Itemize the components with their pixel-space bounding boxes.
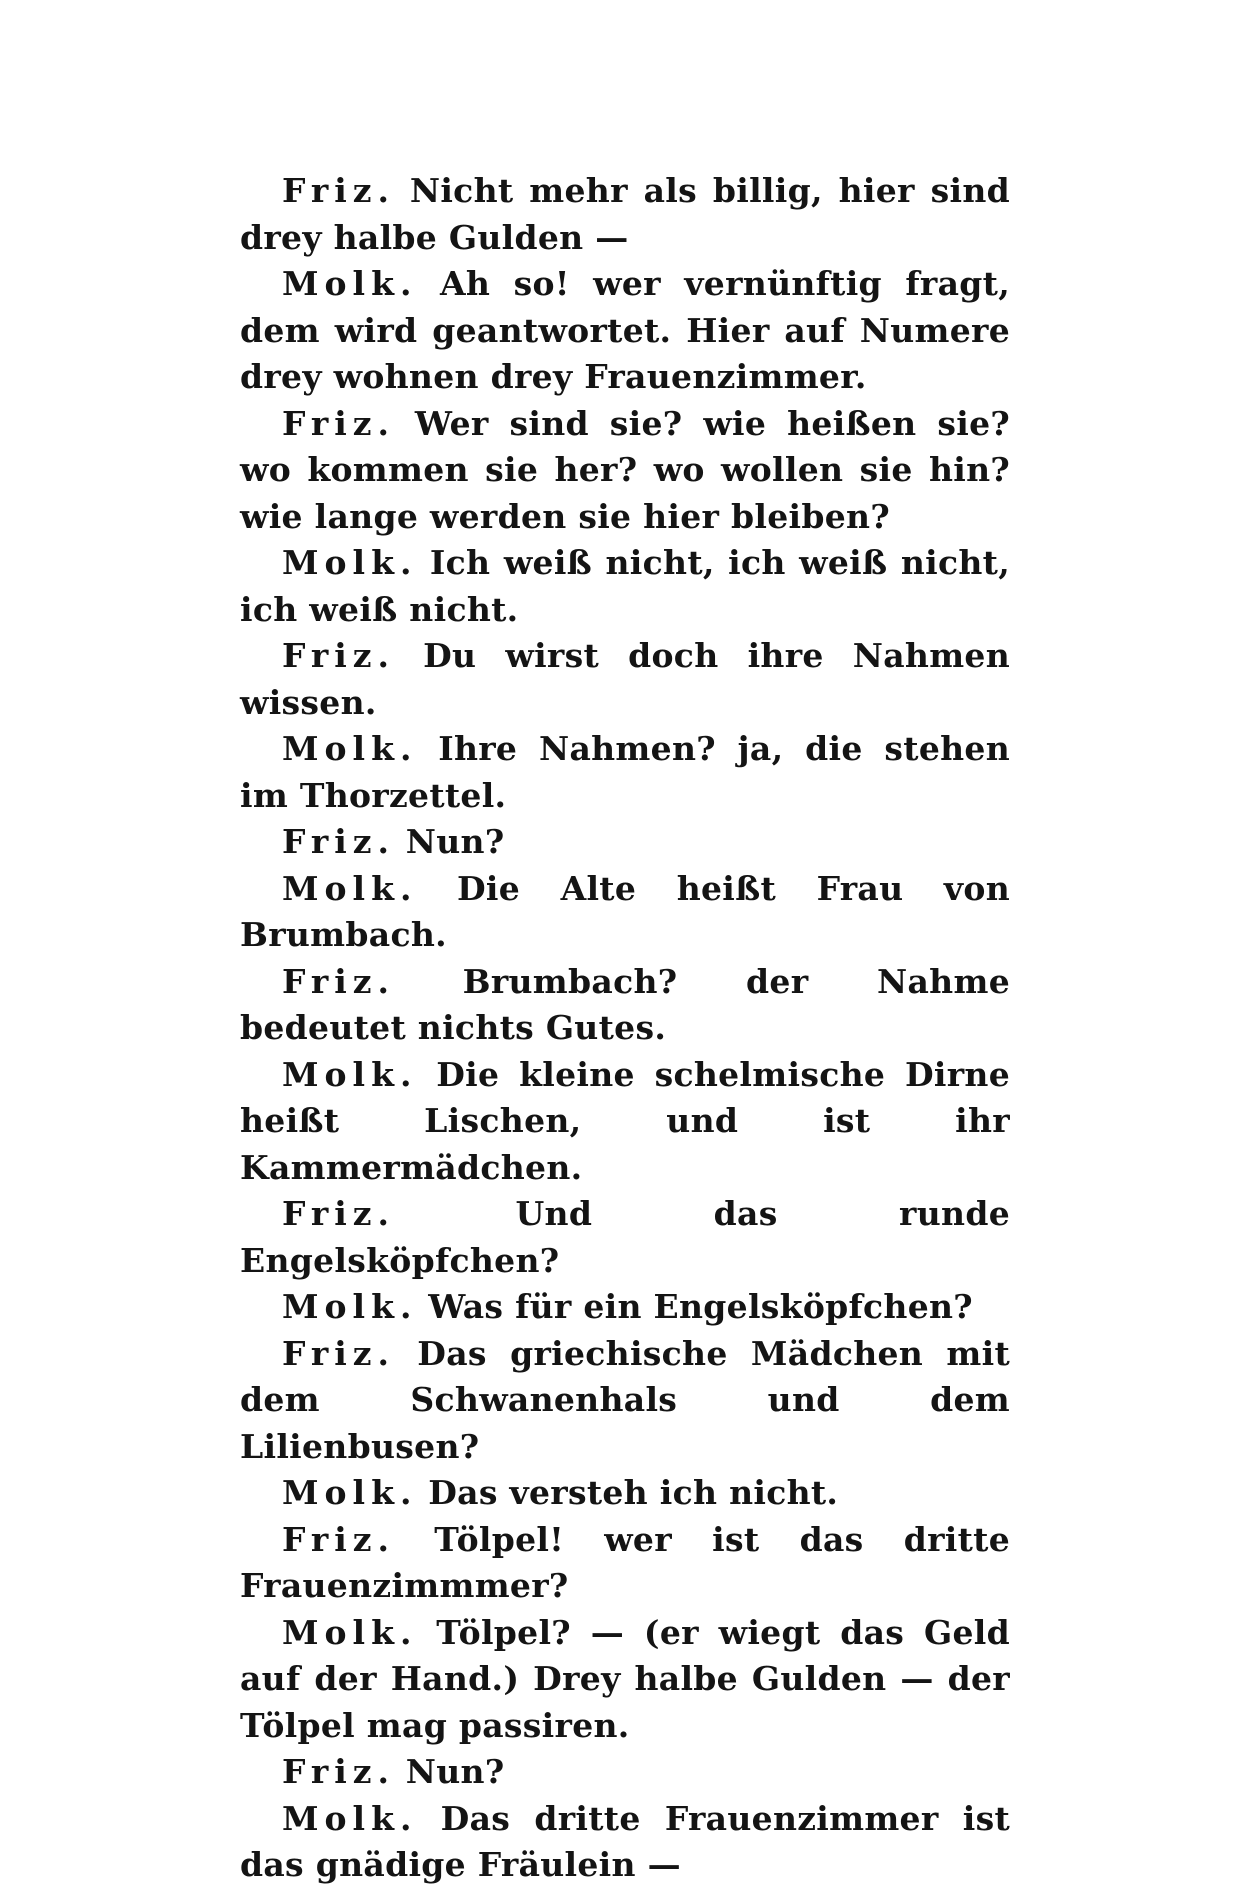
dialogue-line-18 [240,1796,1010,1889]
dialogue-line-17 [240,1749,1010,1796]
speech-text: Die kleine schelmische Dirne heißt Lischen, und ist ihr Kammermädchen. [240,1054,1010,1187]
dialogue-line-11 [240,1191,1010,1284]
speech-text: Was für ein Engelsköpfchen? [428,1287,973,1326]
speech-text: Brumbach? der Nahme bedeutet nichts Gutes. [240,961,1010,1047]
speech-text: Nun? [405,822,505,861]
dialogue-line-10 [240,1052,1010,1192]
dialogue-line-16 [240,1610,1010,1750]
speaker-name: Friz. [282,1333,395,1373]
speaker-name: Friz. [282,171,395,210]
dialogue-line-7 [240,819,1010,866]
dialogue-line-8 [240,866,1010,959]
speech-text: Das versteh ich nicht. [428,1473,839,1512]
speaker-name: Friz. [282,403,395,443]
speaker-name: Molk. [282,1798,418,1838]
dialogue-line-5 [240,633,1010,726]
speaker-name: Molk. [282,868,418,908]
dialogue-line-4 [240,540,1010,633]
speaker-name: Molk. [282,264,418,303]
speech-text: Ihre Nahmen? ja, die stehen im Thorzettel. [240,729,1010,815]
speaker-name: Friz. [282,961,395,1001]
speaker-name: Friz. [282,1752,395,1791]
dialogue-line-6 [240,726,1010,819]
dialogue-line-15 [240,1517,1010,1610]
dialogue-line-9 [240,959,1010,1052]
speech-text: Tölpel? — (er wiegt das Geld auf der Hand.) Drey halbe Gulden — der Tölpel mag passiren. [240,1612,1010,1745]
speech-text: Ah so! wer vernünftig fragt, dem wird geantwortet. Hier auf Numere drey wohnen drey Frauenzimmer. [240,264,1010,396]
dialogue-line-13 [240,1331,1010,1471]
speaker-name: Molk. [282,729,418,768]
speech-text: Nicht mehr als billig, hier sind drey halbe Gulden — [240,171,1010,257]
speech-text: Das griechische Mädchen mit dem Schwanenhals und dem Lilienbusen? [240,1333,1010,1466]
speaker-name: Friz. [282,1519,395,1559]
speaker-name: Molk. [282,1612,418,1652]
speaker-name: Friz. [282,1194,395,1233]
dialogue-line-2 [240,261,1010,401]
speech-text: Tölpel! wer ist das dritte Frauenzimmmer? [240,1519,1010,1605]
speaker-name: Molk. [282,1473,418,1512]
speaker-name: Friz. [282,636,395,675]
speech-text: Wer sind sie? wie heißen sie? wo kommen sie her? wo wollen sie hin? wie lange werden sie hier bleiben? [240,403,1011,536]
speech-text: Ich weiß nicht, ich weiß nicht, ich weiß nicht. [240,543,1010,629]
speech-text: Nun? [405,1752,505,1791]
dialogue-text [240,168,1010,1889]
speech-text: Und das runde Engelsköpfchen? [240,1194,1011,1280]
dialogue-line-3 [240,401,1010,541]
speaker-name: Molk. [282,1054,418,1094]
dialogue-line-14 [240,1470,1010,1517]
speech-text: Du wirst doch ihre Nahmen wissen. [240,636,1010,722]
speech-text: Die Alte heißt Frau von Brumbach. [240,868,1010,954]
dialogue-line-12 [240,1284,1010,1331]
speaker-name: Molk. [282,1287,418,1326]
speech-text: Das dritte Frauenzimmer ist das gnädige Fräulein — [240,1798,1010,1884]
dialogue-line-1 [240,168,1010,261]
speaker-name: Friz. [282,822,395,861]
speaker-name: Molk. [282,543,418,582]
